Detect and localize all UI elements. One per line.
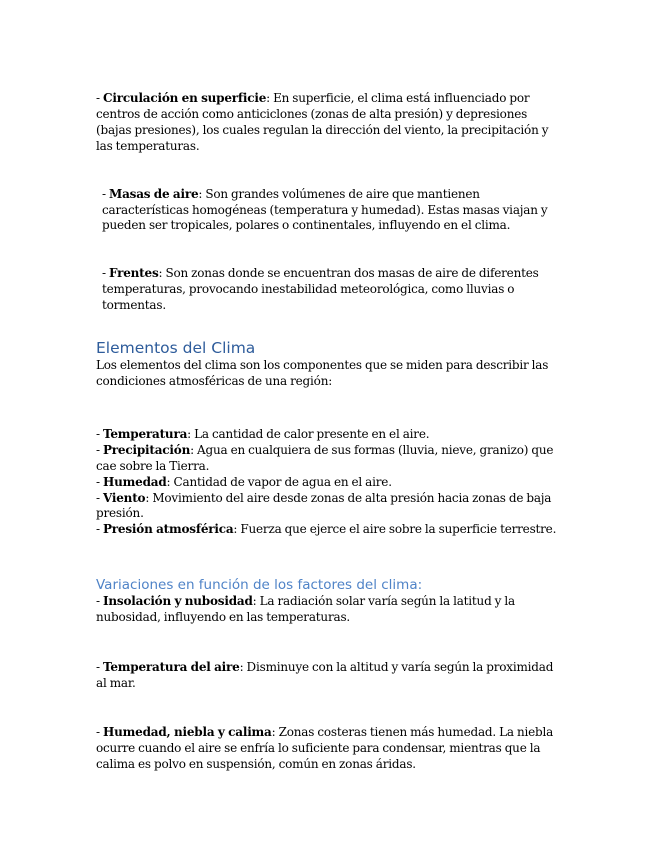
term-masas-de-aire: Masas de aire <box>108 186 199 201</box>
term-precipitacion: Precipitación <box>102 442 191 457</box>
term-circulacion-superficie: Circulación en superficie <box>102 91 267 105</box>
definition-humedad: : Cantidad de vapor de agua en el aire. <box>166 474 392 489</box>
heading-elementos-del-clima: Elementos del Clima <box>96 339 256 358</box>
definition-viento: : Movimiento del aire desde zonas de alta presión hacia zonas de baja presión. <box>96 490 552 521</box>
document-body <box>96 91 558 773</box>
bullet-dash: - <box>96 91 103 105</box>
definition-temperatura-del-aire: : Disminuye con la altitud y varía según la proximidad al mar. <box>96 660 554 690</box>
bullet-dash: - <box>96 490 103 505</box>
term-insolacion-nubosidad: Insolación y nubosidad <box>102 594 253 609</box>
definition-presion-atmosferica: : Fuerza que ejerce el aire sobre la superficie terrestre. <box>233 522 557 537</box>
term-humedad-niebla-calima: Humedad, niebla y calima <box>102 724 272 739</box>
term-presion-atmosferica: Presión atmosférica <box>102 522 234 537</box>
definition-frentes: : Son zonas donde se encuentran dos masas de aire de diferentes temperaturas, provocando inestabilidad meteorológica, como lluvias o tormentas. <box>102 266 539 313</box>
paragraph-masas-de-aire <box>96 187 558 235</box>
list-item-temperatura <box>96 427 558 443</box>
heading-variaciones: Variaciones en función de los factores del clima: <box>96 577 423 594</box>
list-item-humedad <box>96 475 558 491</box>
list-elementos <box>96 427 558 538</box>
bullet-dash: - <box>102 266 109 281</box>
bullet-dash: - <box>96 660 103 675</box>
bullet-dash: - <box>102 186 109 201</box>
list-item-presion-atmosferica <box>96 522 558 538</box>
term-temperatura: Temperatura <box>102 426 188 441</box>
term-frentes: Frentes <box>108 266 159 281</box>
paragraph-frentes <box>96 266 558 314</box>
definition-insolacion-nubosidad: : La radiación solar varía según la latitud y la nubosidad, influyendo en las temperaturas. <box>96 594 515 625</box>
list-item-viento <box>96 491 558 523</box>
definition-temperatura: : La cantidad de calor presente en el aire. <box>187 426 430 441</box>
bullet-dash: - <box>96 442 103 457</box>
paragraph-humedad-niebla-calima <box>96 725 558 773</box>
term-temperatura-del-aire: Temperatura del aire <box>102 660 240 675</box>
definition-precipitacion: : Agua en cualquiera de sus formas (lluvia, nieve, granizo) que cae sobre la Tierra. <box>96 442 554 473</box>
definition-humedad-niebla-calima: : Zonas costeras tienen más humedad. La niebla ocurre cuando el aire se enfría lo suficiente para condensar, mientras que la calima es polvo en suspensión, común en zonas áridas. <box>96 724 554 771</box>
list-item-precipitacion <box>96 443 558 475</box>
bullet-dash: - <box>96 724 103 739</box>
paragraph-circulacion-superficie <box>96 91 558 155</box>
bullet-dash: - <box>96 474 103 489</box>
term-humedad: Humedad <box>102 474 167 489</box>
definition-masas-de-aire: : Son grandes volúmenes de aire que mantienen características homogéneas (temperatura y humedad). Estas masas viajan y pueden ser tropicales, polares o continentales, influyendo en el clima. <box>102 186 548 233</box>
paragraph-insolacion-nubosidad <box>96 594 558 626</box>
bullet-dash: - <box>96 522 103 537</box>
paragraph-temperatura-del-aire <box>96 660 558 692</box>
definition-circulacion-superficie: : En superficie, el clima está influenciado por centros de acción como anticiclones (zonas de alta presión) y depresiones (bajas presiones), los cuales regulan la dirección del viento, la precipitación y las temperaturas. <box>96 91 549 153</box>
bullet-dash: - <box>96 426 103 441</box>
paragraph-elementos-intro: Los elementos del clima son los componentes que se miden para describir las condiciones atmosféricas de una región: <box>96 358 549 388</box>
term-viento: Viento <box>102 490 146 505</box>
bullet-dash: - <box>96 594 103 609</box>
